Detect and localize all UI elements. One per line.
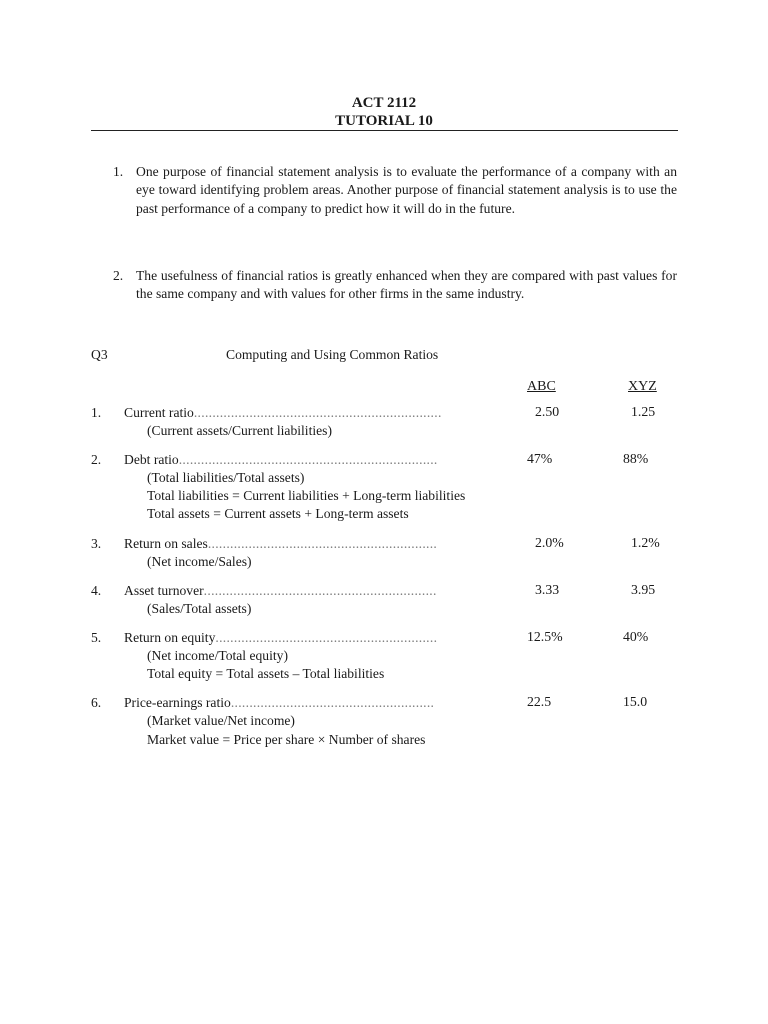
ratio-note: (Sales/Total assets) <box>147 601 252 616</box>
ratio-name: Price-earnings ratio....................................................... <box>124 695 435 710</box>
question-title: Computing and Using Common Ratios <box>226 347 439 362</box>
ratio-note: Market value = Price per share × Number of shares <box>147 732 426 747</box>
intro-item-1-text: One purpose of financial statement analysis is to evaluate the performance of a company with an eye toward identifying problem areas. Another purpose of financial statement analysis is to use the past performance of a company to predict how it will do in the future. <box>136 164 677 216</box>
question-label: Q3 <box>91 347 108 362</box>
ratio-name: Return on sales.............................................................. <box>124 536 438 551</box>
ratio-note: (Current assets/Current liabilities) <box>147 423 332 438</box>
ratio-name: Asset turnover............................................................... <box>124 583 437 598</box>
ratio-note: (Total liabilities/Total assets) <box>147 470 305 485</box>
ratio-number: 5. <box>91 630 102 645</box>
ratio-number: 4. <box>91 583 102 598</box>
ratio-number: 1. <box>91 405 102 420</box>
ratio-value-abc: 12.5% <box>527 629 563 644</box>
dot-leader: ............................................................... <box>203 583 437 598</box>
ratio-value-abc: 3.33 <box>535 582 560 597</box>
ratio-note: Total liabilities = Current liabilities + Long-term liabilities <box>147 488 466 503</box>
ratio-note: Total assets = Current assets + Long-term assets <box>147 506 409 521</box>
ratio-value-abc: 22.5 <box>527 694 552 709</box>
dot-leader: ....................................................... <box>230 695 435 710</box>
ratio-name: Current ratio................................................................... <box>124 405 442 420</box>
ratio-value-abc: 2.0% <box>535 535 564 550</box>
header-rule <box>91 130 678 131</box>
ratio-number: 6. <box>91 695 102 710</box>
ratio-name: Debt ratio...................................................................... <box>124 452 438 467</box>
tutorial-title: TUTORIAL 10 <box>335 113 433 129</box>
ratio-note: (Net income/Sales) <box>147 554 252 569</box>
column-header-abc: ABC <box>527 379 556 394</box>
ratio-note: (Market value/Net income) <box>147 713 295 728</box>
ratio-value-xyz: 40% <box>623 629 649 644</box>
ratio-note: Total equity = Total assets – Total liabilities <box>147 666 385 681</box>
ratio-number: 2. <box>91 452 102 467</box>
ratio-value-abc: 47% <box>527 451 553 466</box>
dot-leader: ............................................................ <box>215 630 438 645</box>
dot-leader: .............................................................. <box>207 536 438 551</box>
ratio-name: Return on equity............................................................ <box>124 630 438 645</box>
ratio-value-abc: 2.50 <box>535 404 560 419</box>
ratio-value-xyz: 3.95 <box>631 582 656 597</box>
intro-item-1-number: 1. <box>113 164 124 179</box>
dot-leader: ................................................................... <box>193 405 442 420</box>
column-header-xyz: XYZ <box>628 379 657 394</box>
ratio-value-xyz: 88% <box>623 451 649 466</box>
dot-leader: ...................................................................... <box>178 452 438 467</box>
ratio-note: (Net income/Total equity) <box>147 648 288 663</box>
course-code: ACT 2112 <box>351 95 417 111</box>
ratio-number: 3. <box>91 536 102 551</box>
intro-item-2-text: The usefulness of financial ratios is greatly enhanced when they are compared with past values for the same company and with values for other firms in the same industry. <box>136 268 677 302</box>
ratio-value-xyz: 15.0 <box>623 694 648 709</box>
ratio-value-xyz: 1.25 <box>631 404 656 419</box>
ratio-value-xyz: 1.2% <box>631 535 660 550</box>
intro-item-2-number: 2. <box>113 268 124 283</box>
